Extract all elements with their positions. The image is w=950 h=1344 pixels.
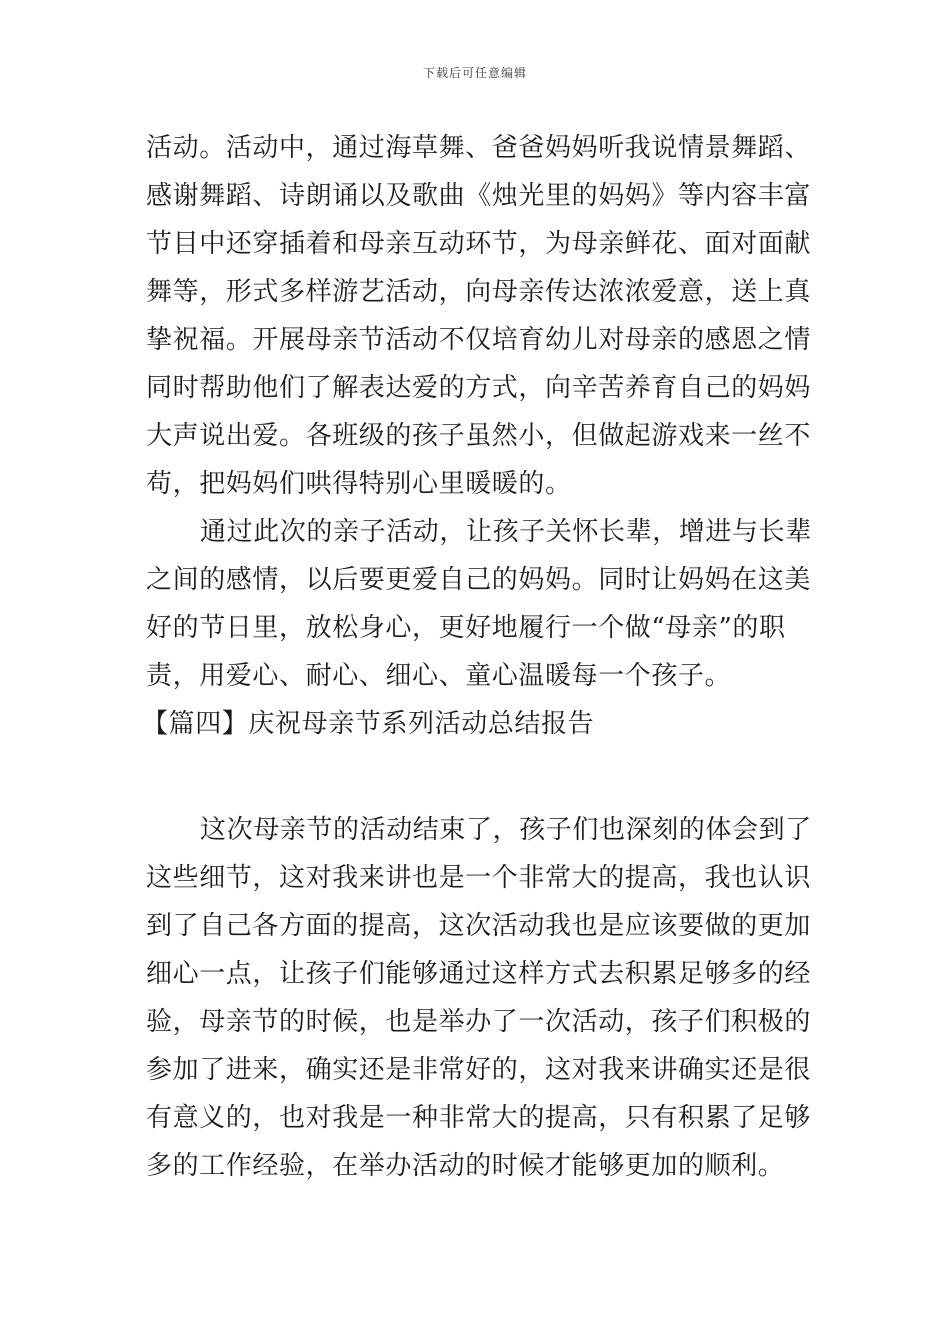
text-line: 感谢舞蹈、诗朗诵以及歌曲《烛光里的妈妈》等内容丰富 (146, 181, 812, 211)
text-line: 有意义的，也对我是一种非常大的提高，只有积累了足够 (146, 1103, 812, 1133)
text-line: 苟，把妈妈们哄得特别心里暖暖的。 (146, 469, 572, 499)
text-line: 之间的感情，以后要更爱自己的妈妈。同时让妈妈在这美 (146, 565, 812, 595)
text-line: 节目中还穿插着和母亲互动环节，为母亲鲜花、面对面献 (146, 229, 812, 259)
text-line: 同时帮助他们了解表达爱的方式，向辛苦养育自己的妈妈 (146, 373, 812, 403)
text-line: 活动。活动中，通过海草舞、爸爸妈妈听我说情景舞蹈、 (146, 133, 812, 163)
text-line: 挚祝福。开展母亲节活动不仅培育幼儿对母亲的感恩之情 (146, 325, 812, 355)
blank-line (146, 748, 806, 806)
text-line: 到了自己各方面的提高，这次活动我也是应该要做的更加 (146, 911, 812, 941)
text-line: 责，用爱心、耐心、细心、童心温暖每一个孩子。 (146, 661, 732, 691)
paragraph-2 (146, 508, 812, 700)
text-line: 这次母亲节的活动结束了，孩子们也深刻的体会到了 (200, 815, 812, 845)
text-line: 大声说出爱。各班级的孩子虽然小，但做起游戏来一丝不 (146, 421, 812, 451)
text-line: 这些细节，这对我来讲也是一个非常大的提高，我也认识 (146, 863, 812, 893)
text-line: 舞等，形式多样游艺活动，向母亲传达浓浓爱意，送上真 (146, 277, 812, 307)
paragraph-3 (146, 806, 812, 1190)
document-body (142, 124, 812, 1190)
text-line: 参加了进来，确实还是非常好的，这对我来讲确实还是很 (146, 1055, 812, 1085)
paragraph-1 (146, 124, 812, 508)
text-line: 多的工作经验，在举办活动的时候才能够更加的顺利。 (146, 1151, 785, 1181)
text-line: 细心一点，让孩子们能够通过这样方式去积累足够多的经 (146, 959, 812, 989)
section-heading: 【篇四】庆祝母亲节系列活动总结报告 (142, 709, 595, 739)
page-header: 下载后可任意编辑 (422, 66, 527, 80)
text-line: 验，母亲节的时候，也是举办了一次活动，孩子们积极的 (146, 1007, 812, 1037)
text-line: 好的节日里，放松身心，更好地履行一个做“母亲”的职 (146, 613, 786, 643)
text-line: 通过此次的亲子活动，让孩子关怀长辈，增进与长辈 (200, 517, 812, 547)
